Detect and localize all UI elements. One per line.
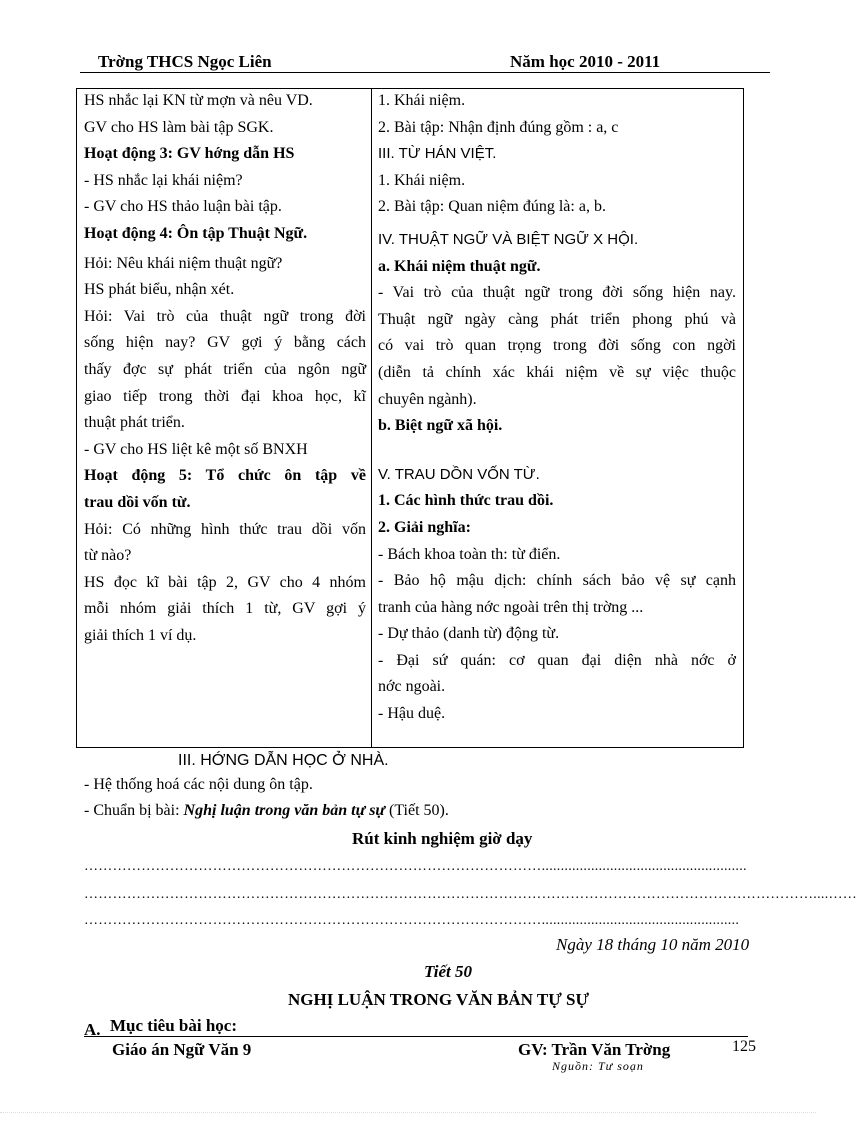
- table-left-line: từ nào?: [84, 547, 132, 565]
- next-lesson-title: Nghị luận trong văn bản tự sự: [183, 802, 385, 819]
- activity-heading: Hoạt động 4: Ôn tập Thuật Ngữ.: [84, 224, 308, 242]
- table-left-line: giao tiếp trong thời đại khoa học, kĩ: [84, 387, 366, 405]
- lesson-date: Ngày 18 tháng 10 năm 2010: [556, 935, 750, 954]
- dotted-line: ……………………………………………………………………………………....................................................: [84, 913, 740, 928]
- section-title: Mục tiêu bài học:: [110, 1016, 238, 1035]
- table-left-line: - GV cho HS thảo luận bài tập.: [84, 198, 282, 216]
- table-left-line: thuật phát triển.: [84, 414, 185, 432]
- school-year: Năm học 2010 - 2011: [510, 52, 661, 71]
- table-right-line: - Dự thảo (danh từ) động từ.: [378, 625, 560, 643]
- subsection-heading: a. Khái niệm thuật ngữ.: [378, 257, 541, 275]
- footer-rule: [84, 1036, 748, 1037]
- table-right-line: - Đại sứ quán: cơ quan đại diện nhà nớc ở: [378, 651, 736, 669]
- table-left-line: giải thích 1 ví dụ.: [84, 626, 197, 644]
- table-right-line: nớc ngoài.: [378, 678, 446, 696]
- section-heading: V. TRAU DỒN VỐN TỪ.: [378, 465, 540, 483]
- table-right-line: Thuật ngữ ngày càng phát triển phong phú và: [378, 310, 736, 328]
- table-left-line: Hỏi: Vai trò của thuật ngữ trong đời: [84, 307, 366, 325]
- activity-heading: Hoạt động 5: Tổ chức ôn tập về: [84, 467, 366, 485]
- table-left-line: thấy đợc sự phát triển của ngôn ngữ: [84, 360, 366, 378]
- table-right-line: - Hậu duệ.: [378, 705, 446, 723]
- footer-teacher: GV: Trần Văn Trờng: [518, 1040, 671, 1059]
- table-left-line: sống hiện nay? GV gợi ý bằng cách: [84, 334, 366, 352]
- table-right-line: - Bảo hộ mậu dịch: chính sách bảo vệ sự cạnh: [378, 572, 736, 590]
- table-right-line: có vai trò quan trọng trong đời sống con ngời: [378, 337, 736, 355]
- lesson-number: Tiết 50: [424, 962, 472, 981]
- dotted-line: ……………………………………………………………………………………......................................................: [84, 859, 747, 874]
- activity-heading: trau dồi vốn từ.: [84, 493, 191, 511]
- table-right-line: 2. Bài tập: Nhận định đúng gồm : a, c: [378, 118, 619, 136]
- table-right-line: - Bách khoa toàn th: từ điển.: [378, 545, 561, 563]
- page-number: 125: [732, 1038, 756, 1055]
- homework-item: - Hệ thống hoá các nội dung ôn tập.: [84, 776, 313, 793]
- table-left-line: GV cho HS làm bài tập SGK.: [84, 118, 274, 136]
- lesson-title: NGHỊ LUẬN TRONG VĂN BẢN TỰ SỰ: [288, 990, 590, 1009]
- homework-item: - Chuẩn bị bài: Nghị luận trong văn bản tự sự (Tiết 50).: [84, 802, 449, 819]
- footer-source: Nguồn: Tư soạn: [552, 1059, 644, 1073]
- experience-heading: Rút kinh nghiệm giờ dạy: [352, 829, 533, 848]
- table-right-line: (diễn tả chính xác khái niệm về sự việc thuộc: [378, 363, 736, 381]
- table-right-line: 2. Bài tập: Quan niệm đúng là: a, b.: [378, 198, 606, 216]
- table-left-column: [84, 88, 366, 649]
- subsection-heading: 1. Các hình thức trau dồi.: [378, 492, 554, 510]
- section-heading: IV. THUẬT NGỮ VÀ BIỆT NGỮ X HỘI.: [378, 230, 639, 248]
- table-right-line: - Vai trò của thuật ngữ trong đời sống hiện nay.: [378, 284, 736, 302]
- table-left-line: - GV cho HS liệt kê một số BNXH: [84, 440, 308, 458]
- table-divider: [371, 88, 372, 748]
- table-right-line: chuyên ngành).: [378, 390, 477, 408]
- subsection-heading: b. Biệt ngữ xã hội.: [378, 417, 503, 435]
- table-right-line: 1. Khái niệm.: [378, 171, 466, 189]
- section-letter: A.: [84, 1020, 101, 1039]
- footer-left: Giáo án Ngữ Văn 9: [112, 1040, 252, 1059]
- table-right-line: tranh của hàng nớc ngoài trên thị trờng ...: [378, 598, 644, 616]
- table-left-line: - HS nhắc lại khái niệm?: [84, 171, 243, 189]
- header-rule: [80, 72, 770, 73]
- table-left-line: HS nhắc lại KN từ mợn và nêu VD.: [84, 92, 313, 109]
- dotted-line: ………………………………………………………………………………………………………………………………………....……: [84, 887, 857, 902]
- table-left-line: mỗi nhóm giải thích 1 từ, GV gợi ý: [84, 600, 366, 618]
- table-right-column: [378, 88, 736, 728]
- section-heading: III. TỪ HÁN VIỆT.: [378, 145, 497, 163]
- school-name: Trờng THCS Ngọc Liên: [98, 52, 272, 71]
- subsection-heading: 2. Giải nghĩa:: [378, 518, 471, 536]
- activity-heading: Hoạt động 3: GV hớng dẫn HS: [84, 145, 295, 163]
- table-left-line: HS phát biểu, nhận xét.: [84, 281, 235, 299]
- table-left-line: HS đọc kĩ bài tập 2, GV cho 4 nhóm: [84, 573, 366, 591]
- table-left-line: Hỏi: Có những hình thức trau dồi vốn: [84, 520, 366, 538]
- table-right-line: 1. Khái niệm.: [378, 92, 466, 109]
- table-left-line: Hỏi: Nêu khái niệm thuật ngữ?: [84, 254, 283, 272]
- homework-heading: III. HỚNG DẪN HỌC Ở NHÀ.: [178, 752, 389, 769]
- page-edge: [0, 1112, 816, 1113]
